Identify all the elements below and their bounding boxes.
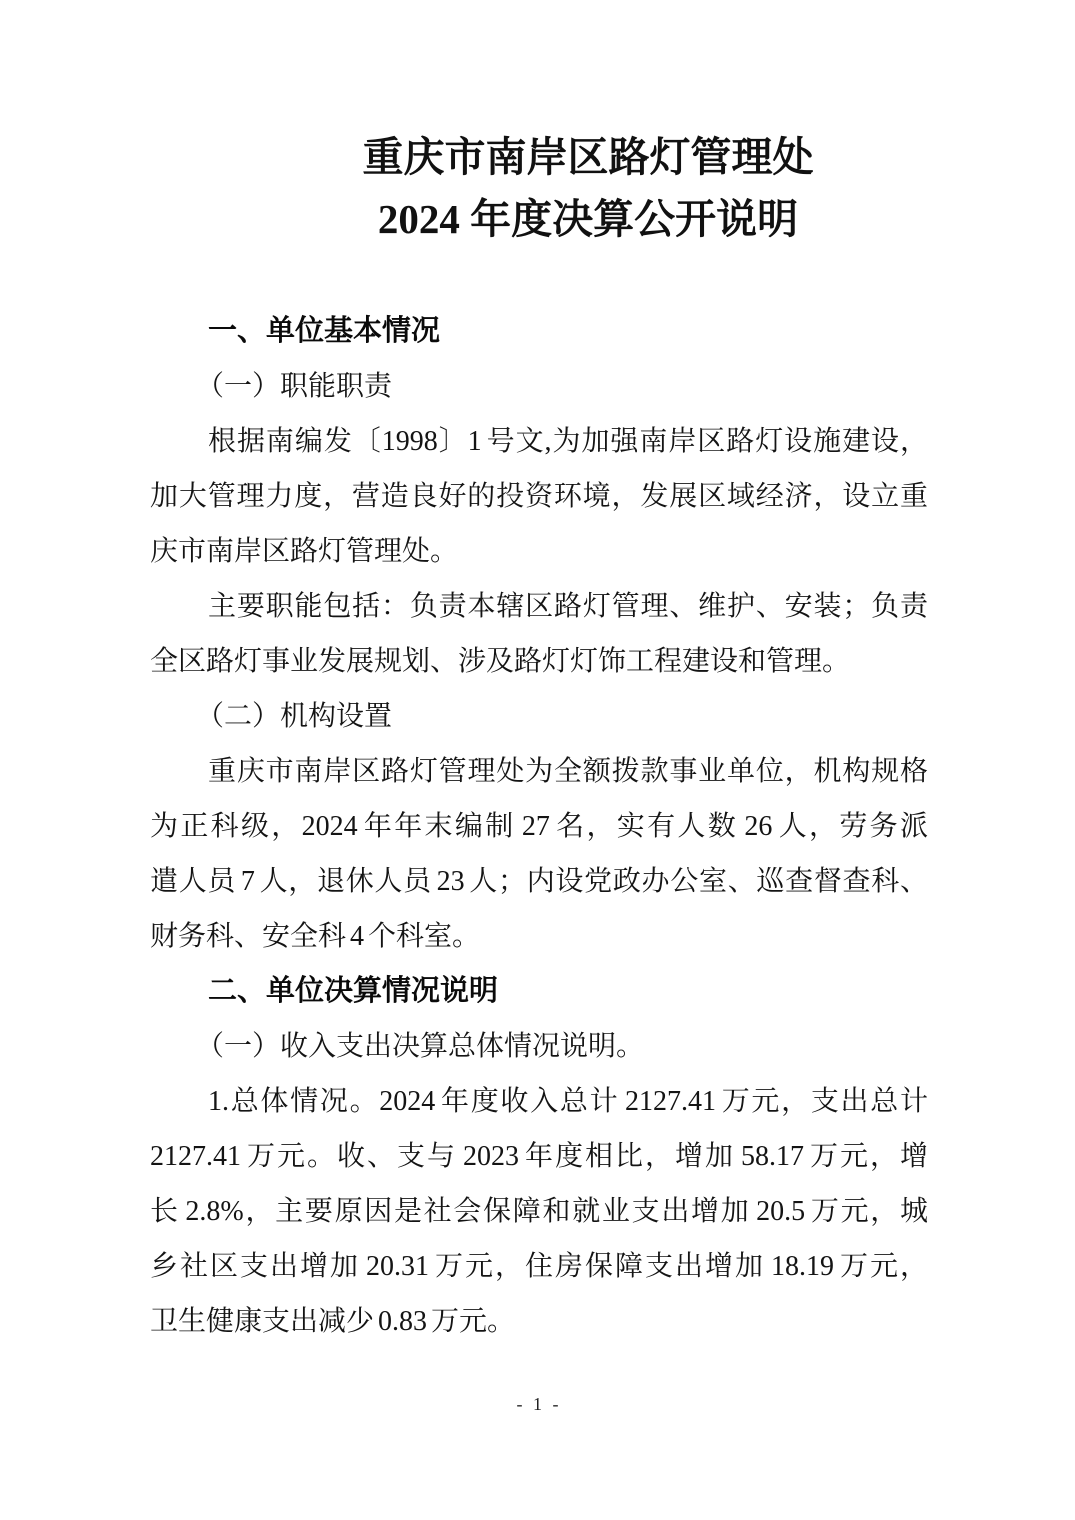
paragraph-3-line-4: 财务科、安全科 4 个科室。 <box>150 921 481 952</box>
sub-heading-2: （二）机构设置 <box>196 701 393 732</box>
title-line-2: 2024 年度决算公开说明 <box>377 196 799 242</box>
paragraph-2-line-1: 主要职能包括：负责本辖区路灯管理、维护、安装；负责 <box>208 591 928 622</box>
title-line-1: 重庆市南岸区路灯管理处 <box>362 134 814 180</box>
document-content <box>150 0 928 1349</box>
section-heading-2: 二、单位决算情况说明 <box>208 975 499 1007</box>
page-number: - 1 - <box>516 1394 562 1414</box>
paragraph-3-line-1: 重庆市南岸区路灯管理处为全额拨款事业单位，机构规格 <box>208 756 928 787</box>
paragraph-3-line-3: 遣人员 7 人，退休人员 23 人；内设党政办公室、巡查督查科、 <box>150 866 928 897</box>
sub-heading-3: （一）收入支出决算总体情况说明。 <box>196 1031 645 1062</box>
paragraph-4-line-2: 2127.41 万元。收、支与 2023 年度相比，增加 58.17 万元，增 <box>150 1141 928 1172</box>
paragraph-4-line-5: 卫生健康支出减少 0.83 万元。 <box>150 1306 516 1337</box>
paragraph-1-line-3: 庆市南岸区路灯管理处。 <box>150 536 459 567</box>
paragraph-3-line-2: 为正科级，2024 年年末编制 27 名，实有人数 26 人，劳务派 <box>150 811 928 842</box>
paragraph-4-line-1: 1.总体情况。2024 年度收入总计 2127.41 万元，支出总计 <box>208 1086 928 1117</box>
paragraph-4-line-4: 乡社区支出增加 20.31 万元，住房保障支出增加 18.19 万元， <box>150 1251 928 1282</box>
paragraph-4-line-3: 长 2.8%，主要原因是社会保障和就业支出增加 20.5 万元，城 <box>150 1196 928 1227</box>
paragraph-2-line-2: 全区路灯事业发展规划、涉及路灯灯饰工程建设和管理。 <box>150 646 851 677</box>
paragraph-1-line-1: 根据南编发〔1998〕1 号文,为加强南岸区路灯设施建设， <box>208 426 928 457</box>
sub-heading-1: （一）职能职责 <box>196 371 393 402</box>
paragraph-1-line-2: 加大管理力度，营造良好的投资环境，发展区域经济，设立重 <box>150 481 928 512</box>
section-heading-1: 一、单位基本情况 <box>208 315 441 347</box>
document-title <box>248 126 928 250</box>
